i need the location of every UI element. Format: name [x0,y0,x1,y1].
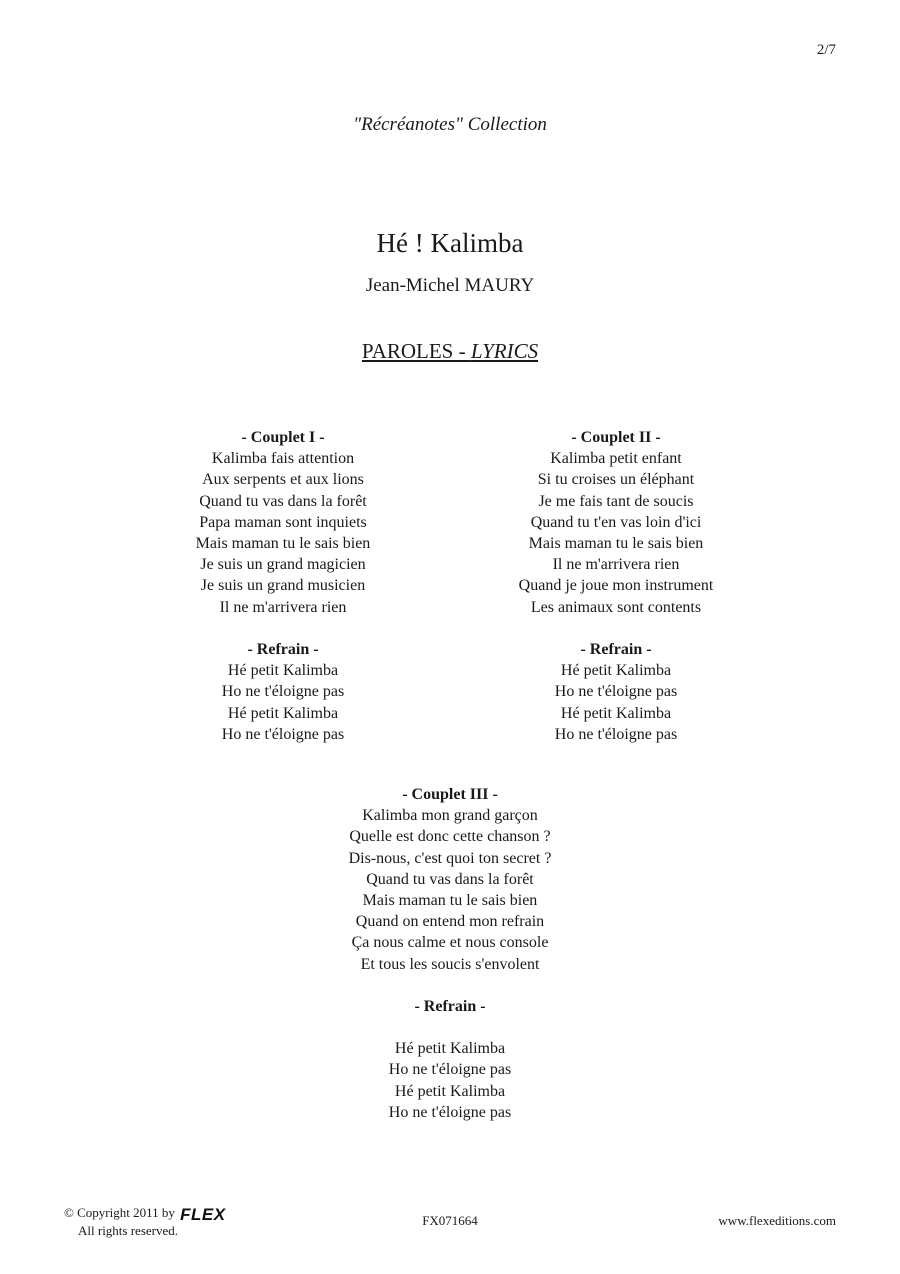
copyright-text: © Copyright 2011 by [64,1205,175,1220]
lyric-line: Je suis un grand musicien [200,577,366,595]
lyric-line: Kalimba fais attention [211,450,355,468]
lyric-line: Quand tu t'en vas loin d'ici [530,513,702,531]
lyric-line: Si tu croises un éléphant [537,471,695,489]
lyric-line: Hé petit Kalimba [227,662,339,680]
lyric-line: Kalimba petit enfant [550,450,682,468]
lyric-line: Ho ne t'éloigne pas [554,683,678,701]
lyric-line: Il ne m'arrivera rien [552,556,680,574]
lyric-line: Et tous les soucis s'envolent [360,955,540,973]
lyric-line: Ho ne t'éloigne pas [554,725,678,743]
page-number: 2/7 [816,42,836,58]
lyric-line: Ho ne t'éloigne pas [221,725,345,743]
lyric-line: Hé petit Kalimba [560,704,672,722]
song-title: Hé ! Kalimba [376,228,524,258]
website-link[interactable]: www.flexeditions.com [718,1213,836,1228]
refrain-left-heading: - Refrain - [247,641,319,658]
couplet-2-heading: - Couplet II - [571,429,661,446]
lyric-line: Quand tu vas dans la forêt [199,492,367,510]
composer-name: Jean-Michel MAURY [365,275,535,296]
refrain-final [290,996,610,1123]
refrain-final-heading: - Refrain - [414,998,486,1015]
lyric-line: Dis-nous, c'est quoi ton secret ? [348,849,552,867]
lyric-line: Ho ne t'éloigne pas [388,1061,512,1079]
couplet-1-heading: - Couplet I - [241,429,325,446]
lyric-line: Il ne m'arrivera rien [219,598,347,616]
lyric-line: Je me fais tant de soucis [538,492,694,510]
rights-text: All rights reserved. [78,1223,179,1238]
lyric-line: Mais maman tu le sais bien [528,535,704,553]
lyric-line: Quand on entend mon refrain [355,913,545,931]
refrain-left [123,639,443,745]
lyrics-heading-main: PAROLES - [361,339,471,363]
lyric-line: Hé petit Kalimba [227,704,339,722]
lyric-line: Mais maman tu le sais bien [362,892,538,910]
lyric-line: Hé petit Kalimba [394,1040,506,1058]
flex-logo: FLEX [180,1205,226,1224]
lyric-line: Papa maman sont inquiets [199,513,367,531]
lyric-line: Quand tu vas dans la forêt [366,870,534,888]
spacer [290,1017,610,1038]
lyric-line: Ça nous calme et nous console [351,934,549,952]
lyric-line: Quand je joue mon instrument [518,577,714,595]
lyric-line: Ho ne t'éloigne pas [221,683,345,701]
collection-title: "Récréanotes" Collection [353,114,547,135]
couplet-3 [290,784,610,975]
refrain-right [456,639,776,745]
lyrics-heading [0,339,900,364]
lyric-line: Hé petit Kalimba [394,1082,506,1100]
lyric-line: Kalimba mon grand garçon [362,807,538,825]
lyric-line: Hé petit Kalimba [560,662,672,680]
couplet-2 [456,427,776,618]
refrain-right-heading: - Refrain - [580,641,652,658]
lyric-line: Je suis un grand magicien [200,556,366,574]
couplet-1 [123,427,443,618]
lyrics-heading-italic: LYRICS [470,339,539,363]
lyric-line: Mais maman tu le sais bien [195,535,371,553]
lyric-line: Quelle est donc cette chanson ? [349,828,551,846]
couplet-3-heading: - Couplet III - [402,786,498,803]
catalog-reference: FX071664 [422,1213,478,1228]
lyric-line: Les animaux sont contents [530,598,702,616]
lyric-line: Aux serpents et aux lions [202,471,364,489]
lyric-line: Ho ne t'éloigne pas [388,1103,512,1121]
